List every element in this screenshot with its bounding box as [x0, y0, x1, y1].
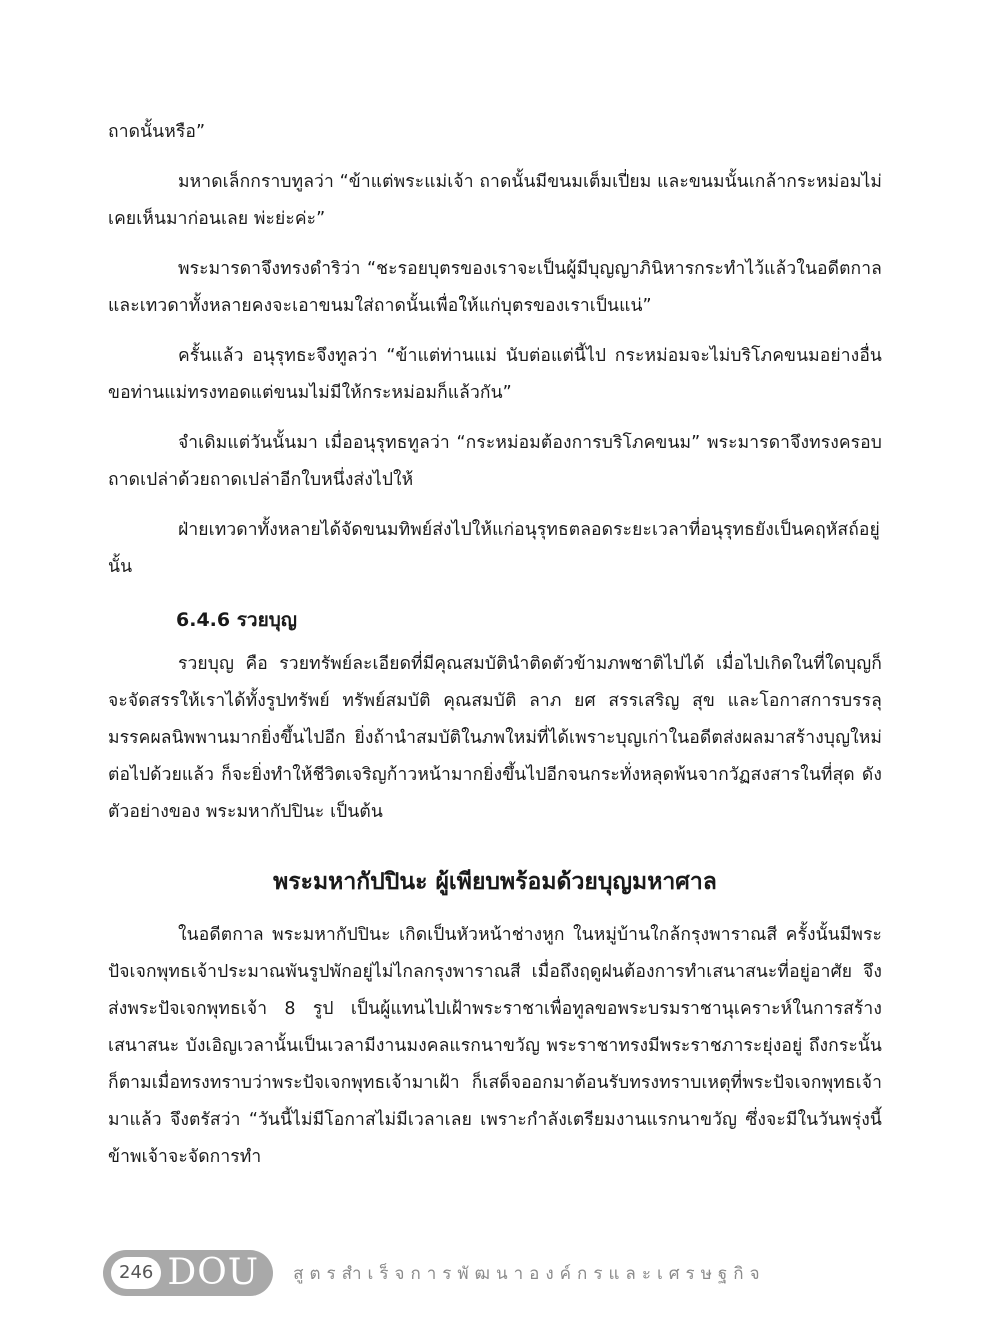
paragraph: ฝ่ายเทวดาทั้งหลายได้จัดขนมทิพย์ส่งไปให้แก่อนุรุทธตลอดระยะเวลาที่อนุรุทธยังเป็นคฤหัสถ์อยู่นั้น	[108, 520, 880, 577]
paragraph: มหาดเล็กกราบทูลว่า “ข้าแต่พระแม่เจ้า ถาดนั้นมีขนมเต็มเปี่ยม และขนมนั้นเกล้ากระหม่อมไม่เคยเห็นมาก่อนเลย พ่ะย่ะค่ะ”	[108, 172, 882, 229]
paragraph: พระมารดาจึงทรงดำริว่า “ชะรอยบุตรของเราจะเป็นผู้มีบุญญาภินิหารกระทำไว้แล้วในอดีตกาล และเทวดาทั้งหลายคงจะเอาขนมใส่ถาดนั้นเพื่อให้แก่บุตรของเราเป็นแน่”	[108, 259, 882, 316]
footer-badge	[103, 1250, 273, 1296]
story-paragraph: ในอดีตกาล พระมหากัปปินะ เกิดเป็นหัวหน้าช่างหูก ในหมู่บ้านใกล้กรุงพาราณสี ครั้งนั้นมีพระปัจเจกพุทธเจ้าประมาณพันรูปพักอยู่ไม่ไกลกรุงพาราณสี เมื่อถึงฤดูฝนต้องการทำเสนาสนะที่อยู่อาศัย จึงส่งพระปัจเจกพุทธเจ้า 8 รูป เป็นผู้แทนไปเฝ้าพระราชาเพื่อทูลขอพระบรมราชานุเคราะห์ในการสร้างเสนาสนะ บังเอิญเวลานั้นเป็นเวลามีงานมงคลแรกนาขวัญ พระราชาทรงมีพระราชภาระยุ่งอยู่ ถึงกระนั้นก็ตามเมื่อทรงทราบว่าพระปัจเจกพุทธเจ้ามาเฝ้า ก็เสด็จออกมาต้อนรับทรงทราบเหตุที่พระปัจเจกพุทธเจ้ามาแล้ว จึงตรัสว่า “วันนี้ไม่มีโอกาสไม่มีเวลาเลย เพราะกำลังเตรียมงานแรกนาขวัญ ซึ่งจะมีในวันพรุ่งนี้ ข้าพเจ้าจะจัดการทำ	[108, 925, 882, 1167]
page-content	[108, 114, 882, 1189]
section-paragraph: รวยบุญ คือ รวยทรัพย์ละเอียดที่มีคุณสมบัตินำติดตัวข้ามภพชาติไปได้ เมื่อไปเกิดในที่ใดบุญก็จะจัดสรรให้เราได้ทั้งรูปทรัพย์ ทรัพย์สมบัติ คุณสมบัติ ลาภ ยศ สรรเสริญ สุข และโอกาสการบรรลุมรรคผลนิพพานมากยิ่งขึ้นไปอีก ยิ่งถ้านำสมบัติในภพใหม่ที่ได้เพราะบุญเก่าในอดีตส่งผลมาสร้างบุญใหม่ต่อไปด้วยแล้ว ก็จะยิ่งทำให้ชีวิตเจริญก้าวหน้ามากยิ่งขึ้นไปอีกจนกระทั่งหลุดพ้นจากวัฏสงสารในที่สุด ดังตัวอย่างของ พระมหากัปปินะ เป็นต้น	[108, 654, 882, 822]
page-number: 246	[111, 1257, 161, 1289]
paragraph: ถาดนั้นหรือ”	[108, 122, 206, 142]
paragraph: ครั้นแล้ว อนุรุทธะจึงทูลว่า “ข้าแต่ท่านแม่ นับต่อแต่นี้ไป กระหม่อมจะไม่บริโภคขนมอย่างอื่น ขอท่านแม่ทรงทอดแต่ขนมไม่มีให้กระหม่อมก็แล้วกัน”	[108, 346, 882, 403]
paragraph: จำเดิมแต่วันนั้นมา เมื่ออนุรุทธทูลว่า “กระหม่อมต้องการบริโภคขนม” พระมารดาจึงทรงครอบถาดเปล่าด้วยถาดเปล่าอีกใบหนึ่งส่งไปให้	[108, 433, 882, 490]
section-heading: 6.4.6 รวยบุญ	[176, 609, 297, 631]
page-footer	[103, 1249, 766, 1297]
brand-logo: DOU	[167, 1252, 260, 1293]
story-title: พระมหากัปปินะ ผู้เพียบพร้อมด้วยบุญมหาศาล	[273, 869, 717, 895]
course-title: สูตรสำเร็จการพัฒนาองค์กรและเศรษฐกิจ	[293, 1263, 766, 1284]
